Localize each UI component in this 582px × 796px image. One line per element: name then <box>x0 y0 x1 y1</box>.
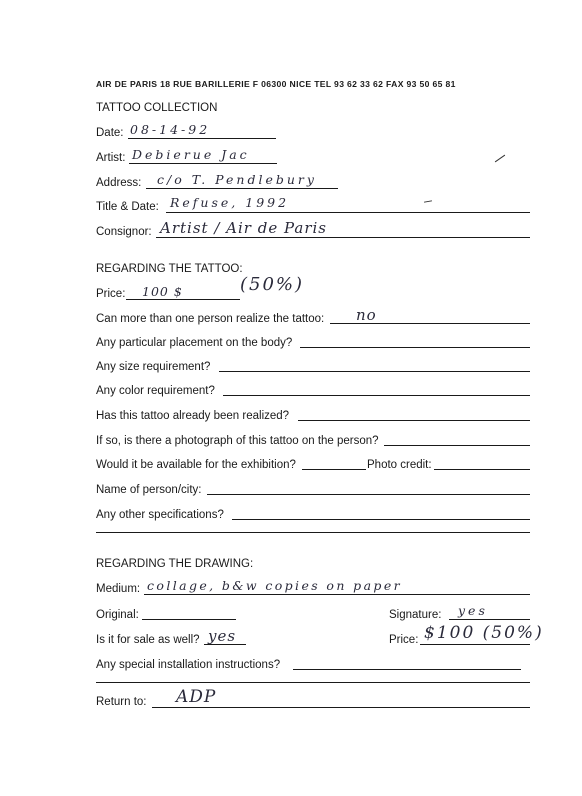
q-name-city-line <box>207 494 530 495</box>
original-label: Original: <box>96 609 139 621</box>
date-label: Date: <box>96 127 124 139</box>
for-sale-label: Is it for sale as well? <box>96 634 200 646</box>
signature-label: Signature: <box>389 609 442 621</box>
artist-line <box>129 163 277 164</box>
medium-value: collage, b&w copies on paper <box>147 578 403 593</box>
letterhead: AIR DE PARIS 18 RUE BARILLERIE F 06300 NICE TEL 93 62 33 62 FAX 93 50 65 81 <box>96 79 456 89</box>
q-size: Any size requirement? <box>96 361 211 373</box>
return-value: ADP <box>176 687 217 707</box>
q-placement: Any particular placement on the body? <box>96 337 293 349</box>
consignor-line <box>156 237 530 238</box>
stray-mark <box>424 200 432 202</box>
medium-label: Medium: <box>96 583 141 595</box>
address-line <box>146 188 338 189</box>
q-realized-line <box>298 420 530 421</box>
date-line <box>128 138 276 139</box>
q-placement-line <box>300 347 530 348</box>
drawing-section-heading: REGARDING THE DRAWING: <box>96 558 254 570</box>
return-line <box>152 707 530 708</box>
q-name-city: Name of person/city: <box>96 484 202 496</box>
return-label: Return to: <box>96 696 147 708</box>
q-realized: Has this tattoo already been realized? <box>96 410 290 422</box>
installation-line-2 <box>96 682 530 683</box>
address-label: Address: <box>96 177 142 189</box>
original-line <box>142 619 236 620</box>
address-value: c/o T. Pendlebury <box>157 172 317 187</box>
tattoo-price-value: 100 $ <box>142 284 183 299</box>
medium-line <box>144 594 530 595</box>
q-more-than-one: Can more than one person realize the tattoo: <box>96 313 325 325</box>
title-date-line <box>166 212 530 213</box>
q-other-line-2 <box>96 532 530 533</box>
consignor-value: Artist / Air de Paris <box>160 219 327 237</box>
date-value: 08-14-92 <box>130 122 211 137</box>
tattoo-section-heading: REGARDING THE TATTOO: <box>96 263 243 275</box>
q-size-line <box>219 371 530 372</box>
photo-credit-label: Photo credit: <box>367 459 432 471</box>
q-exhibition-line <box>302 469 366 470</box>
installation-line <box>293 669 521 670</box>
a-more-than-one: no <box>356 306 377 324</box>
drawing-price-label: Price: <box>389 634 419 646</box>
artist-label: Artist: <box>96 152 126 164</box>
for-sale-value: yes <box>208 627 237 645</box>
q-photo-line <box>384 445 530 446</box>
q-exhibition: Would it be available for the exhibition? <box>96 459 296 471</box>
tattoo-price-line <box>126 299 240 300</box>
q-other: Any other specifications? <box>96 509 224 521</box>
artist-value: Debierue Jac <box>132 147 250 162</box>
q-color-line <box>223 395 530 396</box>
q-color: Any color requirement? <box>96 385 215 397</box>
check-mark <box>495 155 505 163</box>
drawing-price-value: $100 (50%) <box>424 623 544 643</box>
q-other-line <box>232 519 530 520</box>
photo-credit-line <box>434 469 530 470</box>
installation-label: Any special installation instructions? <box>96 659 281 671</box>
drawing-price-line <box>420 644 530 645</box>
tattoo-price-note: (50%) <box>240 274 305 295</box>
q-photo: If so, is there a photograph of this tattoo on the person? <box>96 435 379 447</box>
form-title: TATTOO COLLECTION <box>96 102 218 114</box>
title-date-value: Refuse, 1992 <box>170 195 290 210</box>
title-date-label: Title & Date: <box>96 201 159 213</box>
tattoo-price-label: Price: <box>96 288 126 300</box>
consignor-label: Consignor: <box>96 226 152 238</box>
signature-value: yes <box>458 603 488 618</box>
signature-line <box>449 619 530 620</box>
